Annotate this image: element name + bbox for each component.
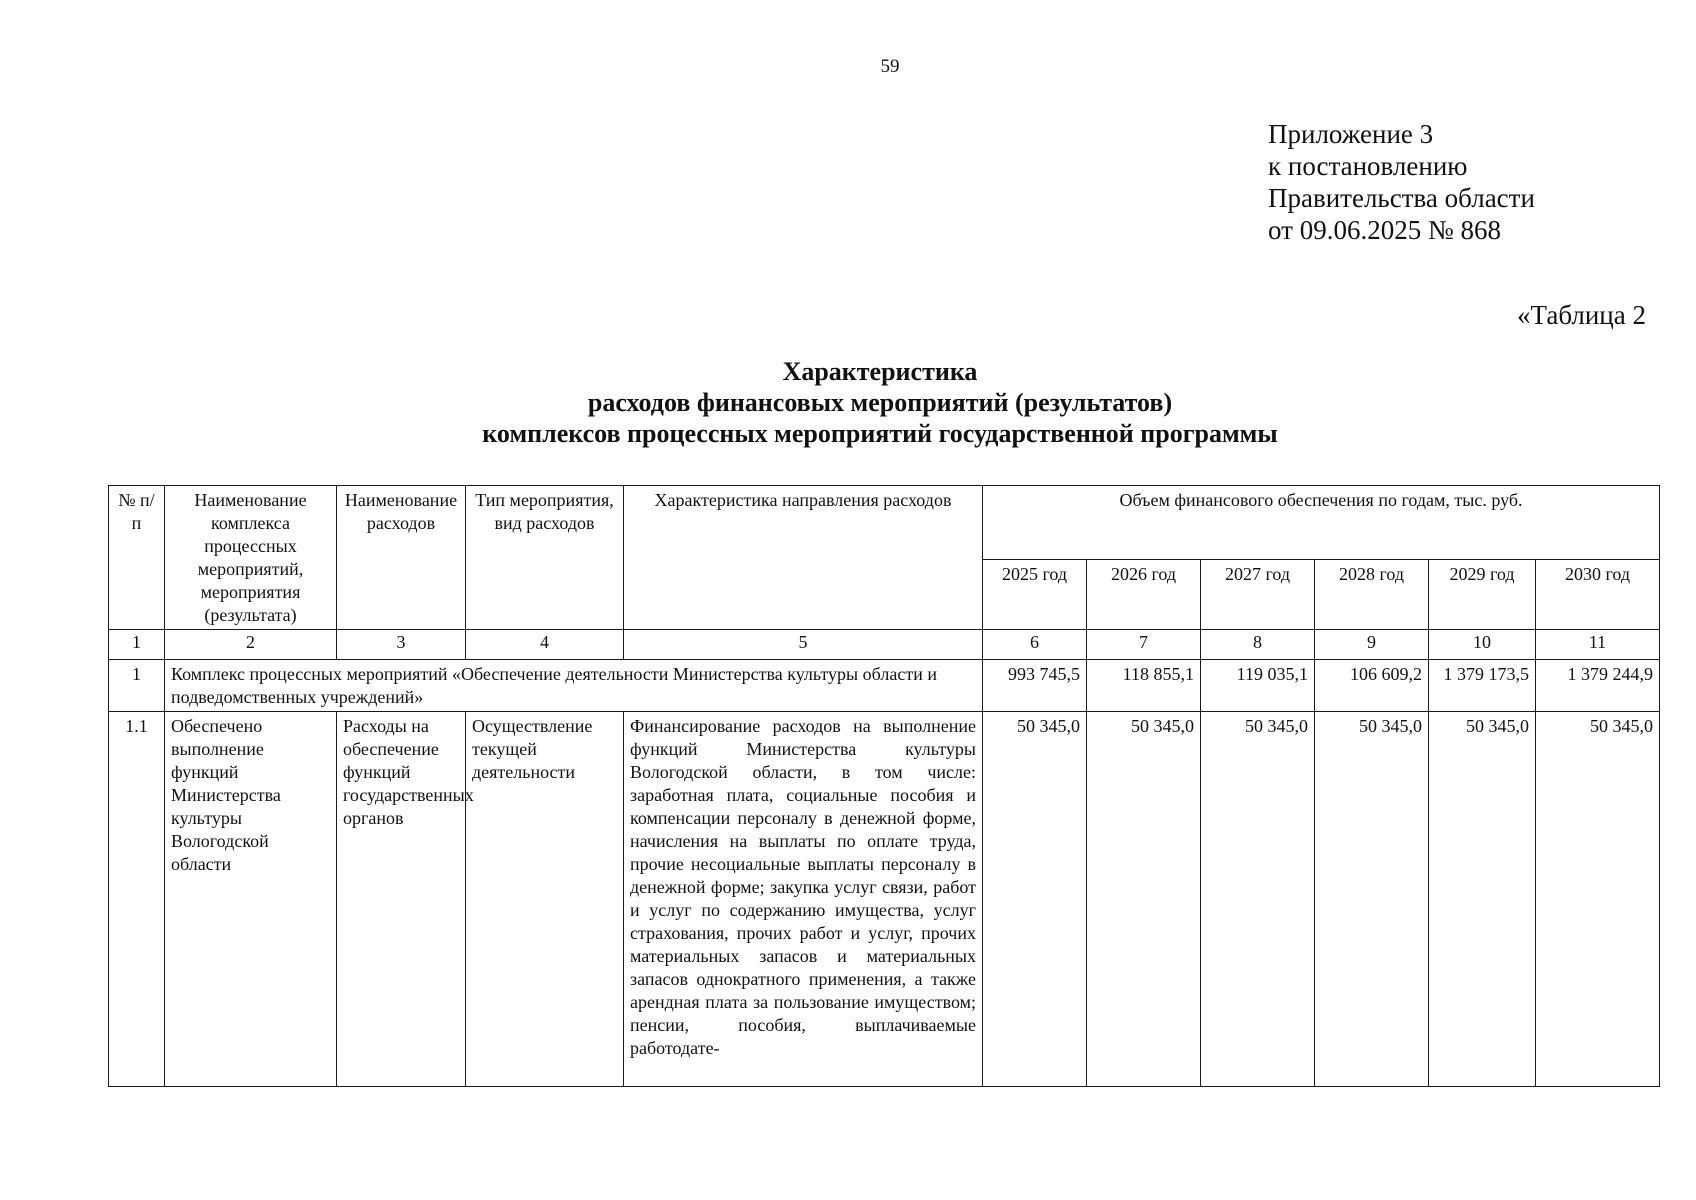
appendix-block — [1268, 118, 1535, 246]
appendix-line: Правительства области — [1268, 183, 1535, 213]
row-number: 1.1 — [109, 712, 165, 1087]
amount-cell: 50 345,0 — [1201, 712, 1315, 1087]
title-line: Характеристика — [782, 357, 978, 386]
table-row — [109, 660, 1660, 712]
expense-description: Финансирование расходов на выполнение функций Министерства культуры Вологодской области, в том числе: заработная плата, социальные пособия и компенсации персоналу в денежной форме, начисления на выплаты по оплате труда, прочие несоциальные выплаты персоналу в денежной форме; закупка услуг связи, работ и услуг по содержанию имущества, услуг страхования, прочих работ и услуг, прочих материальных запасов и материальных запасов однократного применения, а также арендная плата за пользование имуществом; пенсии, пособия, выплачиваемые работодате- — [624, 712, 983, 1087]
table-label: «Таблица 2 — [1517, 300, 1646, 330]
header-number: № п/п — [109, 486, 165, 630]
activity-type: Осуществление текущей деятельности — [466, 712, 624, 1087]
title-line: расходов финансовых мероприятий (результатов) — [587, 388, 1173, 417]
header-year: 2029 год — [1429, 560, 1536, 630]
header-type: Тип мероприятия, вид расходов — [466, 486, 624, 630]
amount-cell: 50 345,0 — [1429, 712, 1536, 1087]
amount-cell: 1 379 173,5 — [1429, 660, 1536, 712]
appendix-line: к постановлению — [1268, 151, 1468, 181]
column-number: 11 — [1536, 630, 1660, 660]
page-number: 59 — [880, 56, 900, 77]
column-number: 6 — [983, 630, 1087, 660]
complex-name: Комплекс процессных мероприятий «Обеспечение деятельности Министерства культуры области и подведомственных учреждений» — [165, 660, 983, 712]
appendix-line: Приложение 3 — [1268, 119, 1434, 149]
header-funding: Объем финансового обеспечения по годам, тыс. руб. — [983, 486, 1660, 560]
result-name: Обеспечено выполнение функций Министерства культуры Вологодской области — [165, 712, 337, 1087]
column-number: 8 — [1201, 630, 1315, 660]
expense-name: Расходы на обеспечение функций государственных органов — [337, 712, 466, 1087]
header-expense-name: Наименование расходов — [337, 486, 466, 630]
column-number: 7 — [1087, 630, 1201, 660]
column-number: 4 — [466, 630, 624, 660]
column-number: 9 — [1315, 630, 1429, 660]
amount-cell: 50 345,0 — [983, 712, 1087, 1087]
amount-cell: 119 035,1 — [1201, 660, 1315, 712]
expenses-table — [108, 485, 1660, 1087]
header-description: Характеристика направления расходов — [624, 486, 983, 630]
column-number: 10 — [1429, 630, 1536, 660]
amount-cell: 50 345,0 — [1315, 712, 1429, 1087]
amount-cell: 1 379 244,9 — [1536, 660, 1660, 712]
column-number: 5 — [624, 630, 983, 660]
title-line: комплексов процессных мероприятий государственной программы — [482, 419, 1278, 448]
column-number: 1 — [109, 630, 165, 660]
amount-cell: 993 745,5 — [983, 660, 1087, 712]
column-number: 3 — [337, 630, 466, 660]
header-year: 2025 год — [983, 560, 1087, 630]
header-year: 2026 год — [1087, 560, 1201, 630]
amount-cell: 106 609,2 — [1315, 660, 1429, 712]
header-year: 2030 год — [1536, 560, 1660, 630]
amount-cell: 118 855,1 — [1087, 660, 1201, 712]
amount-cell: 50 345,0 — [1087, 712, 1201, 1087]
document-title — [0, 356, 1696, 449]
header-complex-name: Наименование комплекса процессных мероприятий, мероприятия (результата) — [165, 486, 337, 630]
appendix-line: от 09.06.2025 № 868 — [1268, 215, 1501, 245]
header-year: 2028 год — [1315, 560, 1429, 630]
table-row — [109, 712, 1660, 1087]
row-number: 1 — [109, 660, 165, 712]
amount-cell: 50 345,0 — [1536, 712, 1660, 1087]
column-number: 2 — [165, 630, 337, 660]
header-year: 2027 год — [1201, 560, 1315, 630]
